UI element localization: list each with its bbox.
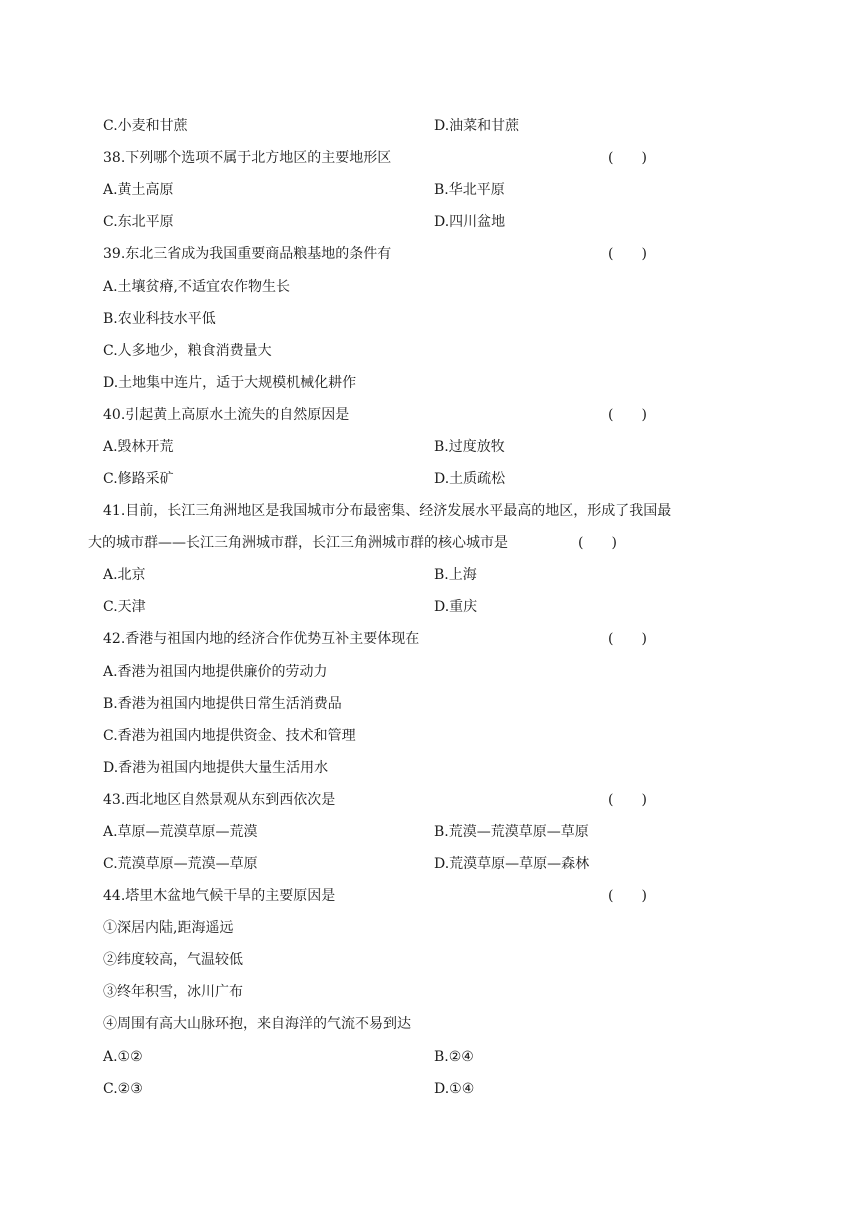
q43-option-c: C.荒漠草原—荒漠—草原: [103, 856, 258, 872]
q40-option-c: C.修路采矿: [103, 471, 174, 487]
q40-answer-paren: ( ): [608, 407, 647, 423]
q37-option-d: D.油菜和甘蔗: [434, 118, 520, 134]
q42-stem: 42.香港与祖国内地的经济合作优势互补主要体现在: [103, 631, 420, 647]
q44-statement-3: ③终年积雪，冰川广布: [103, 984, 243, 1000]
q38-stem: 38.下列哪个选项不属于北方地区的主要地形区: [103, 150, 392, 166]
q39-option-a: A.土壤贫瘠,不适宜农作物生长: [103, 279, 291, 295]
q42-option-d: D.香港为祖国内地提供大量生活用水: [103, 760, 329, 776]
q37-option-c: C.小麦和甘蔗: [103, 118, 188, 134]
q43-option-b: B.荒漠—荒漠草原—草原: [434, 824, 589, 840]
q44-option-d: D.①④: [434, 1081, 475, 1097]
q39-answer-paren: ( ): [608, 246, 647, 262]
q40-option-b: B.过度放牧: [434, 439, 505, 455]
q44-statement-2: ②纬度较高，气温较低: [103, 952, 243, 968]
q41-stem-line2: 大的城市群——长江三角洲城市群，长江三角洲城市群的核心城市是: [88, 535, 508, 551]
q43-option-d: D.荒漠草原—草原—森林: [434, 856, 590, 872]
q43-stem: 43.西北地区自然景观从东到西依次是: [103, 792, 336, 808]
q42-answer-paren: ( ): [608, 631, 647, 647]
q44-option-c: C.②③: [103, 1081, 143, 1097]
q38-option-d: D.四川盆地: [434, 214, 506, 230]
q39-option-b: B.农业科技水平低: [103, 311, 216, 327]
q38-answer-paren: ( ): [608, 150, 647, 166]
q42-option-c: C.香港为祖国内地提供资金、技术和管理: [103, 728, 356, 744]
q41-option-a: A.北京: [103, 567, 146, 583]
q41-option-b: B.上海: [434, 567, 477, 583]
q44-statement-4: ④周围有高大山脉环抱，来自海洋的气流不易到达: [103, 1016, 411, 1032]
q44-option-a: A.①②: [103, 1049, 143, 1065]
q42-option-a: A.香港为祖国内地提供廉价的劳动力: [103, 664, 328, 680]
q39-option-c: C.人多地少，粮食消费量大: [103, 343, 272, 359]
q42-option-b: B.香港为祖国内地提供日常生活消费品: [103, 696, 342, 712]
q43-answer-paren: ( ): [608, 792, 647, 808]
q39-option-d: D.土地集中连片，适于大规模机械化耕作: [103, 375, 357, 391]
q43-option-a: A.草原—荒漠草原—荒漠: [103, 824, 258, 840]
q39-stem: 39.东北三省成为我国重要商品粮基地的条件有: [103, 246, 392, 262]
q41-answer-paren: ( ): [578, 535, 617, 551]
q44-option-b: B.②④: [434, 1049, 474, 1065]
q44-stem: 44.塔里木盆地气候干旱的主要原因是: [103, 888, 336, 904]
q40-option-a: A.毁林开荒: [103, 439, 174, 455]
q41-option-d: D.重庆: [434, 599, 478, 615]
q41-stem-line1: 41.目前，长江三角洲地区是我国城市分布最密集、经济发展水平最高的地区，形成了我国最: [103, 503, 672, 519]
q40-option-d: D.土质疏松: [434, 471, 506, 487]
q44-answer-paren: ( ): [608, 888, 647, 904]
q38-option-b: B.华北平原: [434, 182, 505, 198]
q38-option-a: A.黄土高原: [103, 182, 174, 198]
q40-stem: 40.引起黄上高原水土流失的自然原因是: [103, 407, 350, 423]
q41-option-c: C.天津: [103, 599, 146, 615]
q44-statement-1: ①深居内陆,距海遥远: [103, 920, 234, 936]
q38-option-c: C.东北平原: [103, 214, 174, 230]
